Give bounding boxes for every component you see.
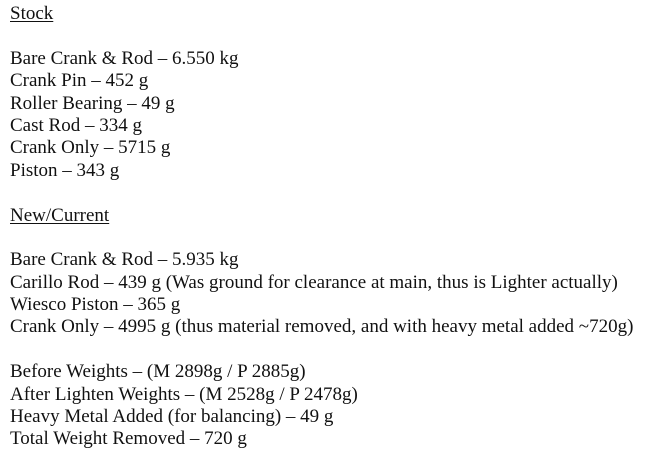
stock-item-piston: Piston – 343 g — [10, 159, 120, 181]
stock-item-crank-pin: Crank Pin – 452 g — [10, 70, 149, 92]
stock-item-cast-rod: Cast Rod – 334 g — [10, 114, 142, 136]
section-heading-new-current-text: New/Current — [10, 204, 110, 226]
blank-line — [10, 339, 660, 361]
summary-after-lighten-weights: After Lighten Weights – (M 2528g / P 2478g) — [10, 383, 358, 405]
current-item-crank-only: Crank Only – 4995 g (thus material removed, and with heavy metal added ~720g) — [10, 316, 634, 338]
summary-total-weight-removed: Total Weight Removed – 720 g — [10, 428, 247, 450]
current-item-wiesco-piston: Wiesco Piston – 365 g — [10, 294, 181, 316]
blank-line — [10, 25, 660, 47]
section-heading-stock — [10, 3, 660, 25]
section-heading-new-current — [10, 205, 660, 227]
current-item-carillo-rod: Carillo Rod – 439 g (Was ground for clearance at main, thus is Lighter actually) — [10, 271, 618, 293]
blank-line — [10, 182, 660, 204]
stock-item-bare-crank-rod: Bare Crank & Rod – 6.550 kg — [10, 47, 239, 69]
blank-line — [10, 227, 660, 249]
stock-item-roller-bearing: Roller Bearing – 49 g — [10, 92, 175, 114]
stock-item-crank-only: Crank Only – 5715 g — [10, 137, 171, 159]
current-item-bare-crank-rod: Bare Crank & Rod – 5.935 kg — [10, 249, 239, 271]
summary-heavy-metal-added: Heavy Metal Added (for balancing) – 49 g — [10, 406, 334, 428]
summary-before-weights: Before Weights – (M 2898g / P 2885g) — [10, 361, 306, 383]
section-heading-stock-text: Stock — [10, 3, 54, 24]
